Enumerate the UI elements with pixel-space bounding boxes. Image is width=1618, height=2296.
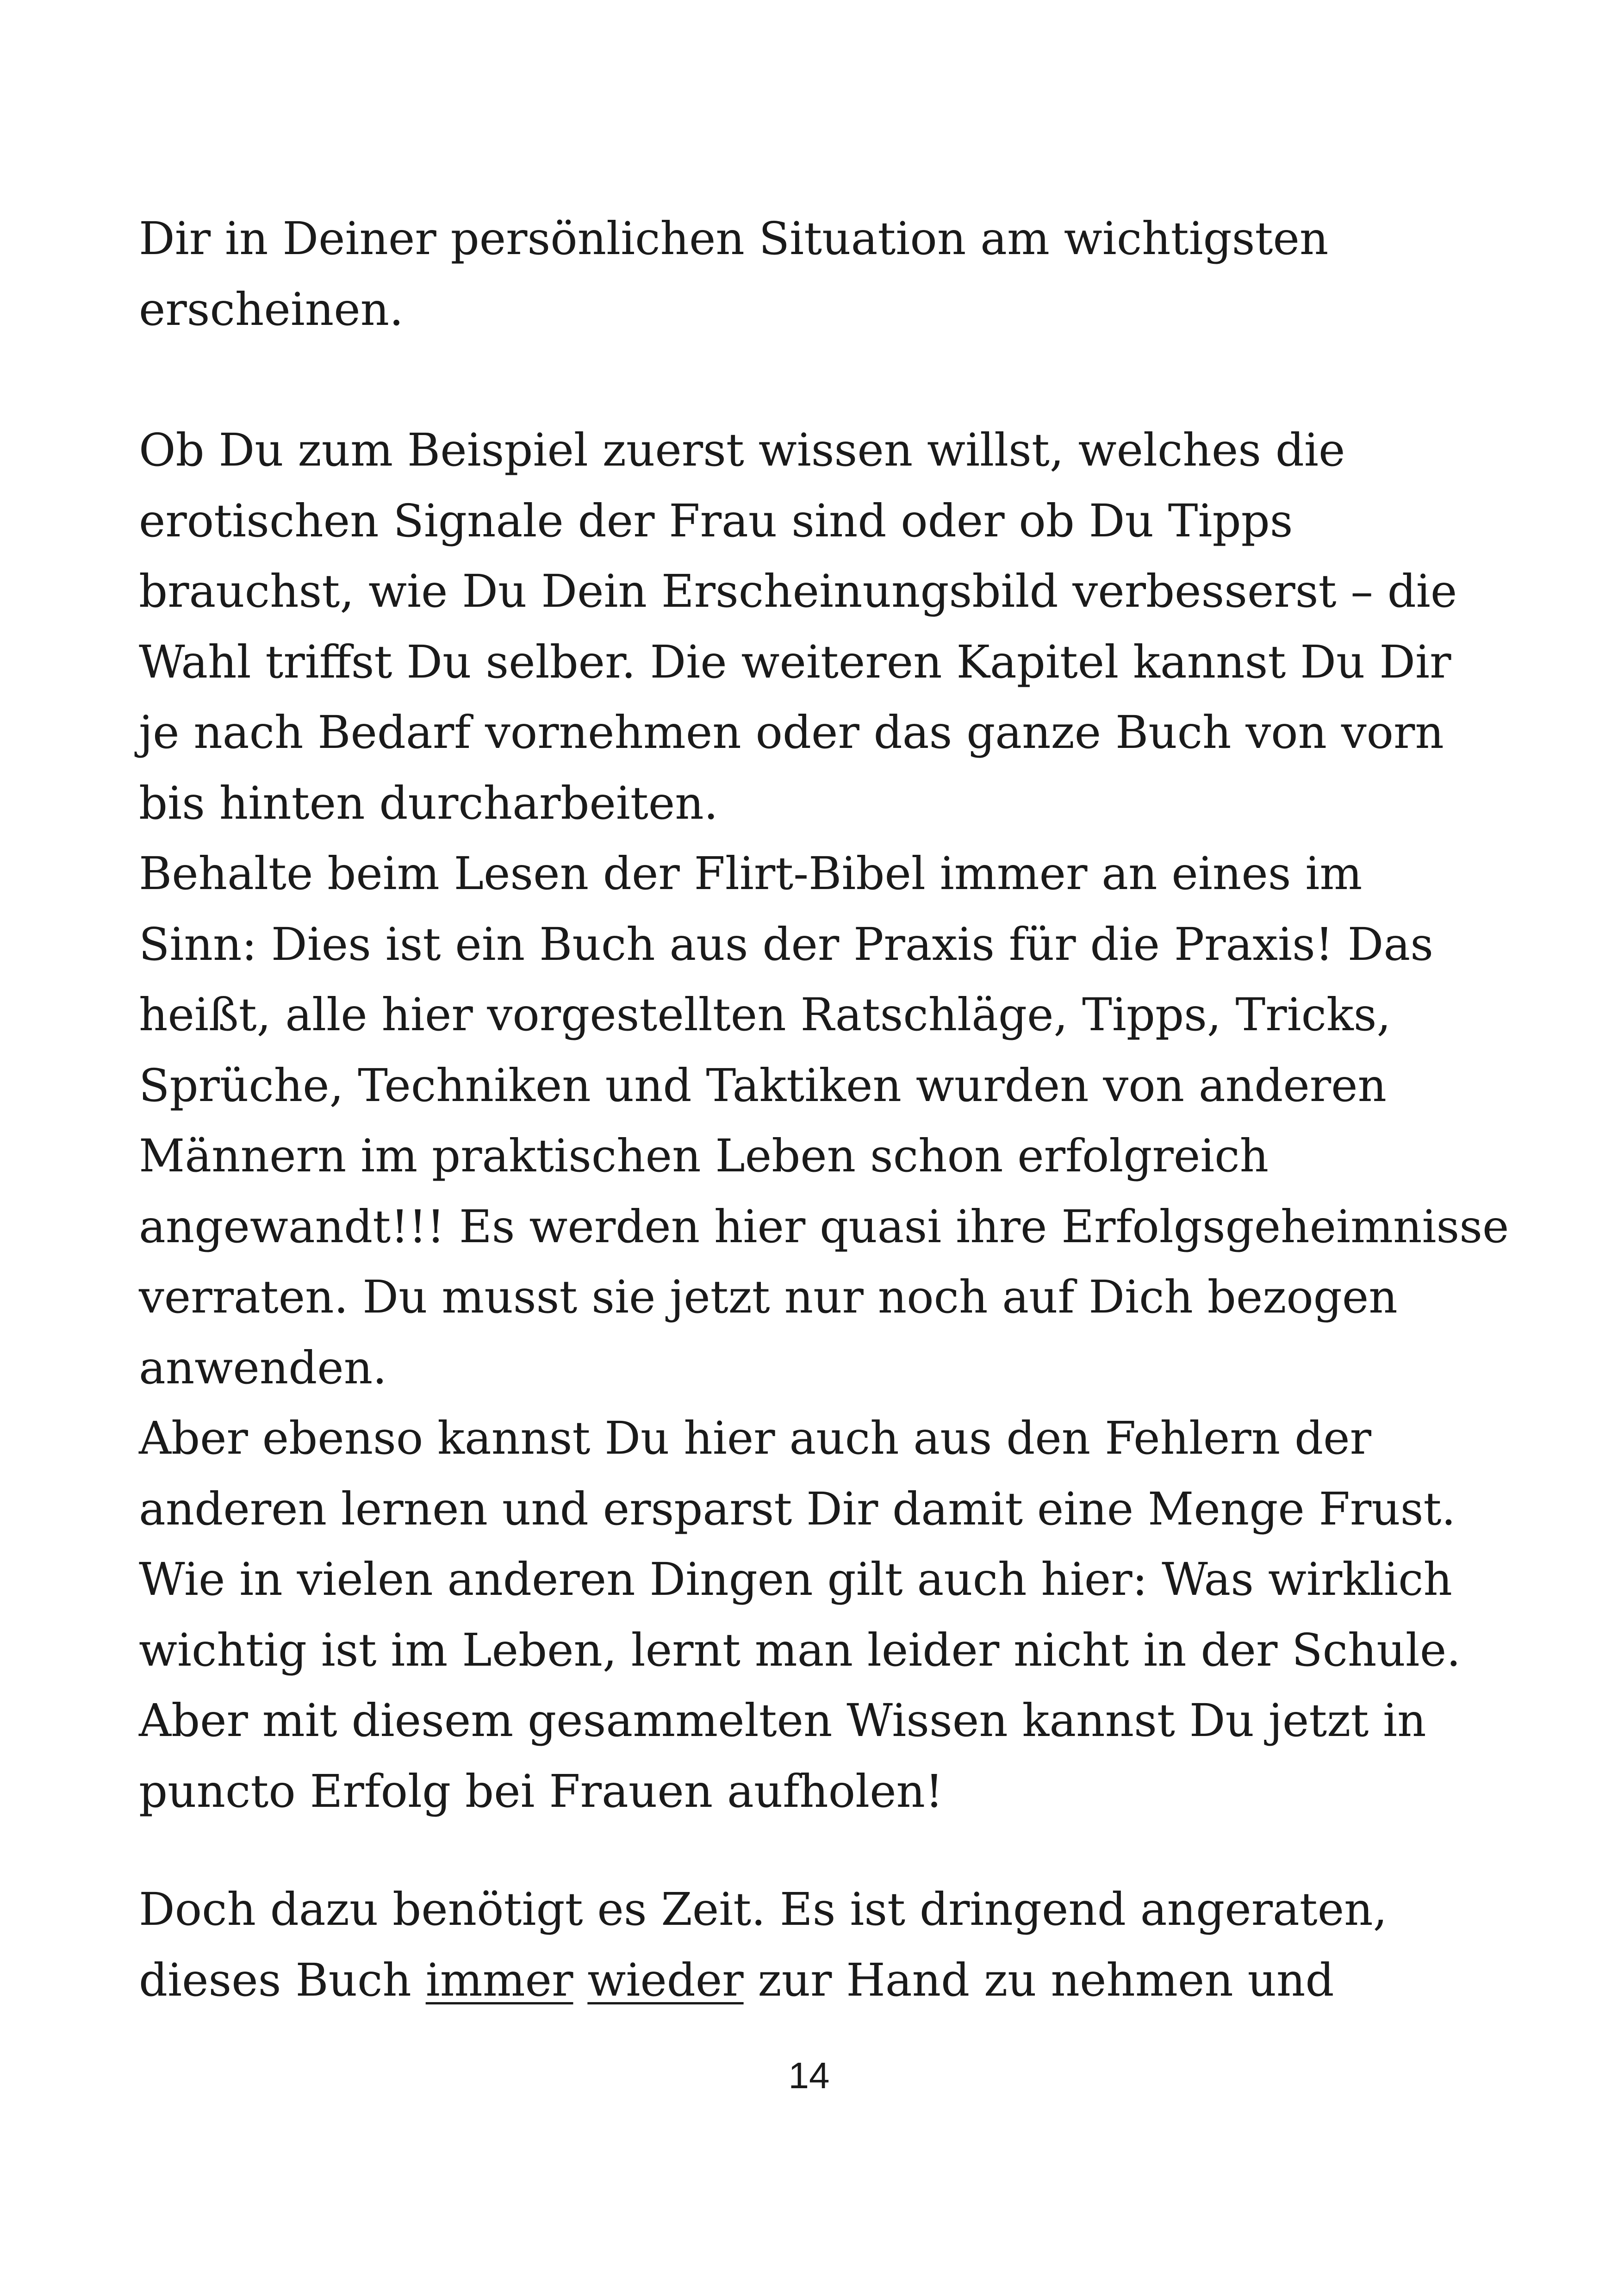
text-line: Männern im praktischen Leben schon erfolgreich xyxy=(139,1130,1269,1182)
underlined-word-wieder: wieder xyxy=(587,1954,744,2006)
text-line: brauchst, wie Du Dein Erscheinungsbild verbesserst – die xyxy=(139,565,1457,617)
text-fragment: zur Hand zu nehmen und xyxy=(743,1954,1334,2006)
text-line: puncto Erfolg bei Frauen aufholen! xyxy=(139,1765,943,1817)
text-line: Ob Du zum Beispiel zuerst wissen willst, welches die xyxy=(139,424,1345,476)
text-line: angewandt!!! Es werden hier quasi ihre Erfolgsgeheimnisse xyxy=(139,1200,1509,1253)
text-line: Behalte beim Lesen der Flirt-Bibel immer an eines im xyxy=(139,847,1363,900)
text-line: erotischen Signale der Frau sind oder ob Du Tipps xyxy=(139,494,1293,547)
text-fragment: dieses Buch xyxy=(139,1954,426,2006)
text-line: bis hinten durcharbeiten. xyxy=(139,777,718,829)
underlined-word-immer: immer xyxy=(425,1954,573,2006)
text-line: Dir in Deiner persönlichen Situation am wichtigsten xyxy=(139,212,1329,265)
text-line: Aber ebenso kannst Du hier auch aus den Fehlern der xyxy=(139,1412,1371,1464)
text-line: Wie in vielen anderen Dingen gilt auch hier: Was wirklich xyxy=(139,1553,1452,1605)
text-line: Doch dazu benötigt es Zeit. Es ist dringend angeraten, xyxy=(139,1883,1388,1935)
text-line: Sinn: Dies ist ein Buch aus der Praxis für die Praxis! Das xyxy=(139,918,1433,971)
page-number: 14 xyxy=(788,2055,830,2096)
text-line: Sprüche, Techniken und Taktiken wurden von anderen xyxy=(139,1059,1387,1112)
text-line: Wahl triffst Du selber. Die weiteren Kapitel kannst Du Dir xyxy=(139,635,1451,688)
text-fragment xyxy=(573,1954,587,2006)
text-line: wichtig ist im Leben, lernt man leider nicht in der Schule. xyxy=(139,1624,1461,1676)
text-line: Aber mit diesem gesammelten Wissen kannst Du jetzt in xyxy=(139,1694,1426,1747)
text-line: heißt, alle hier vorgestellten Ratschläge, Tipps, Tricks, xyxy=(139,989,1391,1041)
text-line-with-emphasis xyxy=(139,1945,1527,2016)
paragraph-2 xyxy=(139,415,1527,1827)
paragraph-3 xyxy=(139,1874,1527,2016)
text-line: je nach Bedarf vornehmen oder das ganze Buch von vorn xyxy=(139,706,1444,759)
text-line: erscheinen. xyxy=(139,283,404,336)
text-line: anderen lernen und ersparst Dir damit eine Menge Frust. xyxy=(139,1482,1456,1535)
text-line: anwenden. xyxy=(139,1341,387,1394)
paragraph-1 xyxy=(139,204,1527,345)
text-line: verraten. Du musst sie jetzt nur noch auf Dich bezogen xyxy=(139,1271,1398,1323)
